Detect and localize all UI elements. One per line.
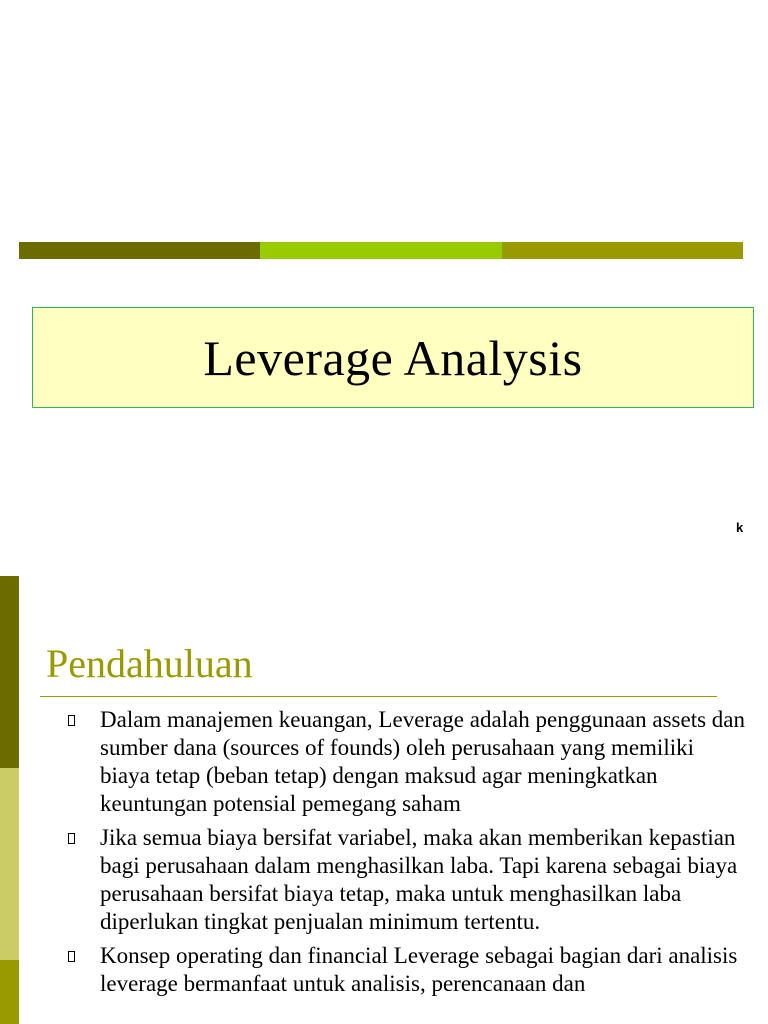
corner-mark: k xyxy=(736,520,744,535)
heading-rule xyxy=(40,696,717,697)
band-segment-2 xyxy=(260,242,501,259)
square-bullet-icon xyxy=(68,951,75,962)
band-segment-1 xyxy=(19,242,260,259)
side-bar-segment-3 xyxy=(0,960,19,1024)
title-box xyxy=(32,307,754,408)
square-bullet-icon xyxy=(68,715,75,726)
top-color-band xyxy=(19,242,743,259)
side-accent-bar xyxy=(0,576,19,1024)
bullet-text: Konsep operating dan financial Leverage sebagai bagian dari analisis leverage bermanfaat untuk analisis, perencanaan dan xyxy=(100,943,738,996)
bullet-text: Jika semua biaya bersifat variabel, maka akan memberikan kepastian bagi perusahaan dalam menghasilkan laba. Tapi karena sebagai biaya perusahaan bersifat biaya tetap, maka untuk menghasilkan laba diperlukan tingkat penjualan minimum tertentu. xyxy=(100,825,738,934)
side-bar-segment-1 xyxy=(0,576,19,768)
section-heading: Pendahuluan xyxy=(46,641,253,686)
bullet-item xyxy=(68,706,748,818)
bullet-list xyxy=(68,706,748,1004)
band-segment-3 xyxy=(502,242,743,259)
bullet-text: Dalam manajemen keuangan, Leverage adalah penggunaan assets dan sumber dana (sources of founds) oleh perusahaan yang memiliki biaya tetap (beban tetap) dengan maksud agar meningkatkan keuntungan potensial pemegang saham xyxy=(100,707,745,816)
side-bar-segment-2 xyxy=(0,768,19,960)
bullet-item xyxy=(68,824,748,936)
slide-title: Leverage Analysis xyxy=(203,329,583,386)
square-bullet-icon xyxy=(68,833,75,844)
bullet-item xyxy=(68,942,748,998)
